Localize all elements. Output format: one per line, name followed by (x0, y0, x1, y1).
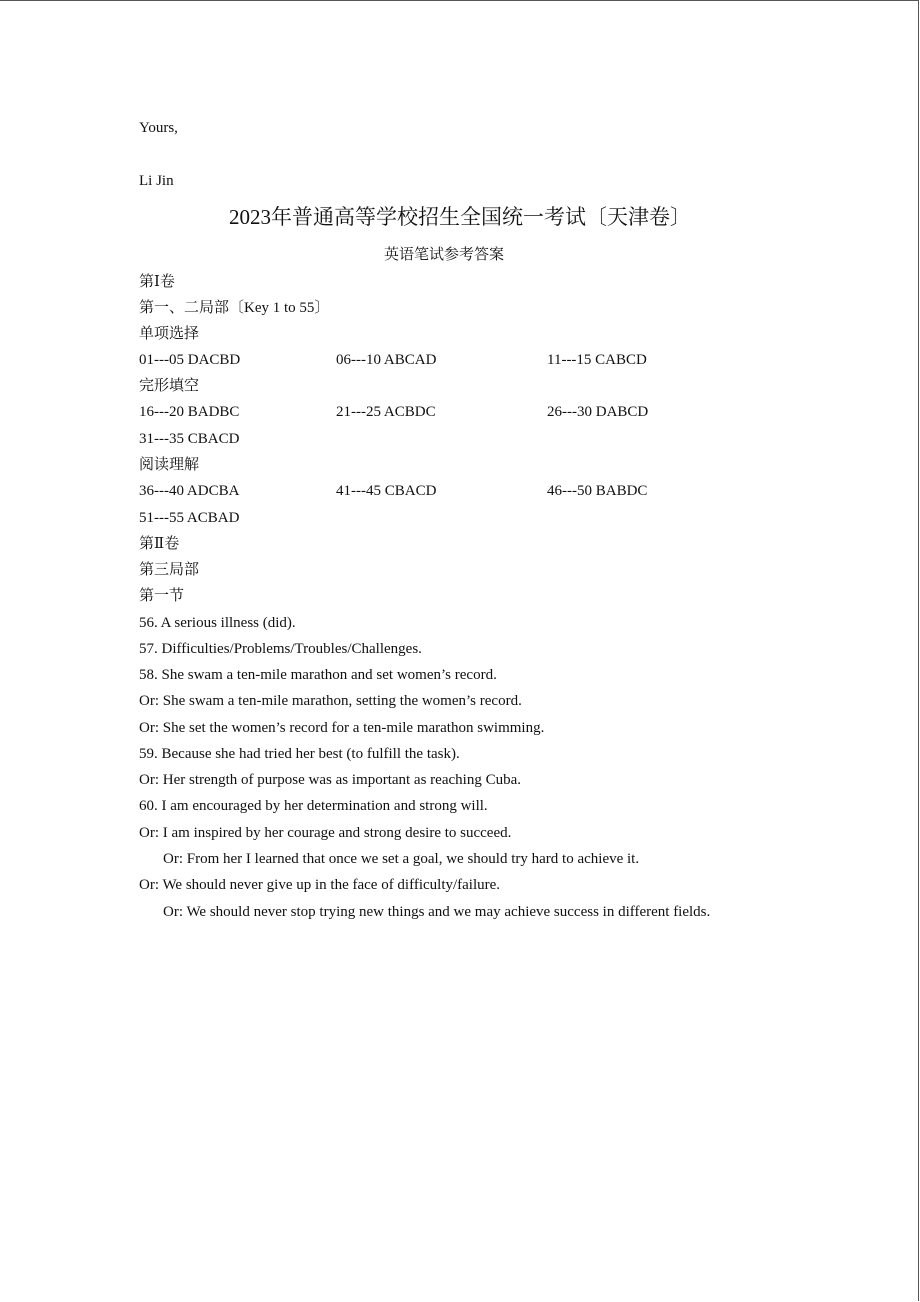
answer-line: 60. I am encouraged by her determination and strong will. (139, 798, 488, 814)
section-heading-sect1: 第一节 (139, 588, 185, 604)
answer-key-cell: 26---30 DABCD (547, 404, 649, 420)
answer-line: Or: From her I learned that once we set a goal, we should try hard to achieve it. (163, 851, 640, 867)
page-subtitle: 英语笔试参考答案 (383, 247, 504, 263)
section-heading-vol1: 第Ⅰ卷 (139, 274, 175, 290)
answer-key-cell: 51---55 ACBAD (139, 510, 240, 526)
answer-key-cell: 46---50 BABDC (547, 483, 648, 499)
answer-key-cell: 41---45 CBACD (336, 483, 437, 499)
answer-key-cell: 11---15 CABCD (547, 352, 647, 368)
answer-key-cell: 01---05 DACBD (139, 352, 241, 368)
answer-paragraph: Or: We should never stop trying new things and we may achieve success in different fields. (163, 904, 711, 920)
answer-line: 58. She swam a ten-mile marathon and set women’s record. (139, 667, 497, 683)
letter-signature: Li Jin (139, 173, 174, 189)
answer-line: Or: We should never give up in the face of difficulty/failure. (139, 877, 501, 893)
section-heading-single-choice: 单项选择 (139, 326, 200, 342)
answer-line: Or: She set the women’s record for a ten-mile marathon swimming. (139, 720, 545, 736)
page-title: 2023年普通高等学校招生全国统一考试〔天津卷〕 (229, 205, 691, 229)
answer-line: Or: Her strength of purpose was as important as reaching Cuba. (139, 772, 521, 788)
answer-line: Or: I am inspired by her courage and strong desire to succeed. (139, 825, 512, 841)
answer-line: 57. Difficulties/Problems/Troubles/Challenges. (139, 641, 422, 657)
section-heading-vol2: 第Ⅱ卷 (139, 536, 180, 552)
section-heading-part12: 第一、二局部〔Key 1 to 55〕 (139, 300, 330, 316)
answer-line: 59. Because she had tried her best (to fulfill the task). (139, 746, 460, 762)
answer-line: 56. A serious illness (did). (139, 615, 296, 631)
answer-line: Or: She swam a ten-mile marathon, setting the women’s record. (139, 693, 522, 709)
answer-key-cell: 36---40 ADCBA (139, 483, 240, 499)
answer-key-cell: 31---35 CBACD (139, 431, 240, 447)
answer-key-cell: 06---10 ABCAD (336, 352, 437, 368)
answer-key-cell: 16---20 BADBC (139, 404, 240, 420)
section-heading-reading: 阅读理解 (139, 457, 200, 473)
section-heading-part3: 第三局部 (139, 562, 200, 578)
letter-closing: Yours, (139, 120, 178, 136)
section-heading-cloze: 完形填空 (139, 378, 200, 394)
answer-key-cell: 21---25 ACBDC (336, 404, 436, 420)
